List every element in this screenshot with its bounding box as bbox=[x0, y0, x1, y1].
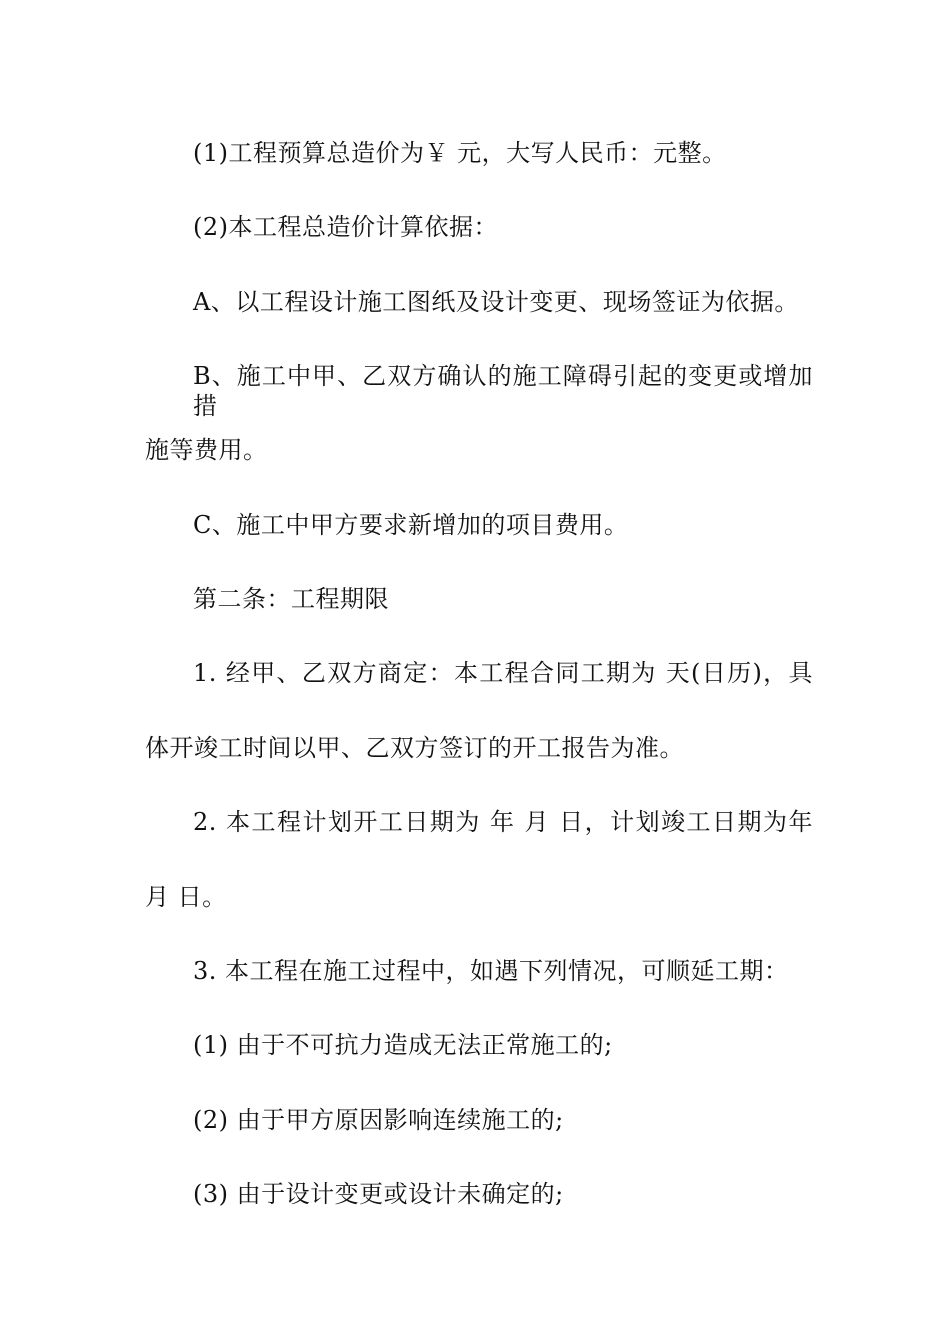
paragraph-line: 月 日。 bbox=[145, 883, 227, 911]
paragraph-line: 1. 经甲、乙双方商定：本工程合同工期为 天(日历)，具 bbox=[193, 659, 813, 687]
paragraph-line: 施等费用。 bbox=[145, 436, 268, 464]
list-item: (3) 由于设计变更或设计未确定的; bbox=[193, 1180, 564, 1208]
paragraph-line: 体开竣工时间以甲、乙双方签订的开工报告为准。 bbox=[145, 734, 684, 762]
paragraph-line: A、以工程设计施工图纸及设计变更、现场签证为依据。 bbox=[193, 288, 799, 316]
section-heading: 第二条：工程期限 bbox=[193, 585, 389, 613]
paragraph-line: (2)本工程总造价计算依据： bbox=[193, 213, 498, 241]
paragraph-line: C、施工中甲方要求新增加的项目费用。 bbox=[193, 511, 629, 539]
paragraph-line: B、施工中甲、乙双方确认的施工障碍引起的变更或增加措 bbox=[193, 362, 813, 420]
paragraph-line: 3. 本工程在施工过程中，如遇下列情况，可顺延工期： bbox=[193, 957, 789, 985]
list-item: (1) 由于不可抗力造成无法正常施工的; bbox=[193, 1031, 613, 1059]
paragraph-line: (1)工程预算总造价为￥ 元，大写人民币：元整。 bbox=[193, 139, 727, 167]
list-item: (2) 由于甲方原因影响连续施工的; bbox=[193, 1106, 564, 1134]
paragraph-line: 2. 本工程计划开工日期为 年 月 日，计划竣工日期为年 bbox=[193, 808, 813, 836]
